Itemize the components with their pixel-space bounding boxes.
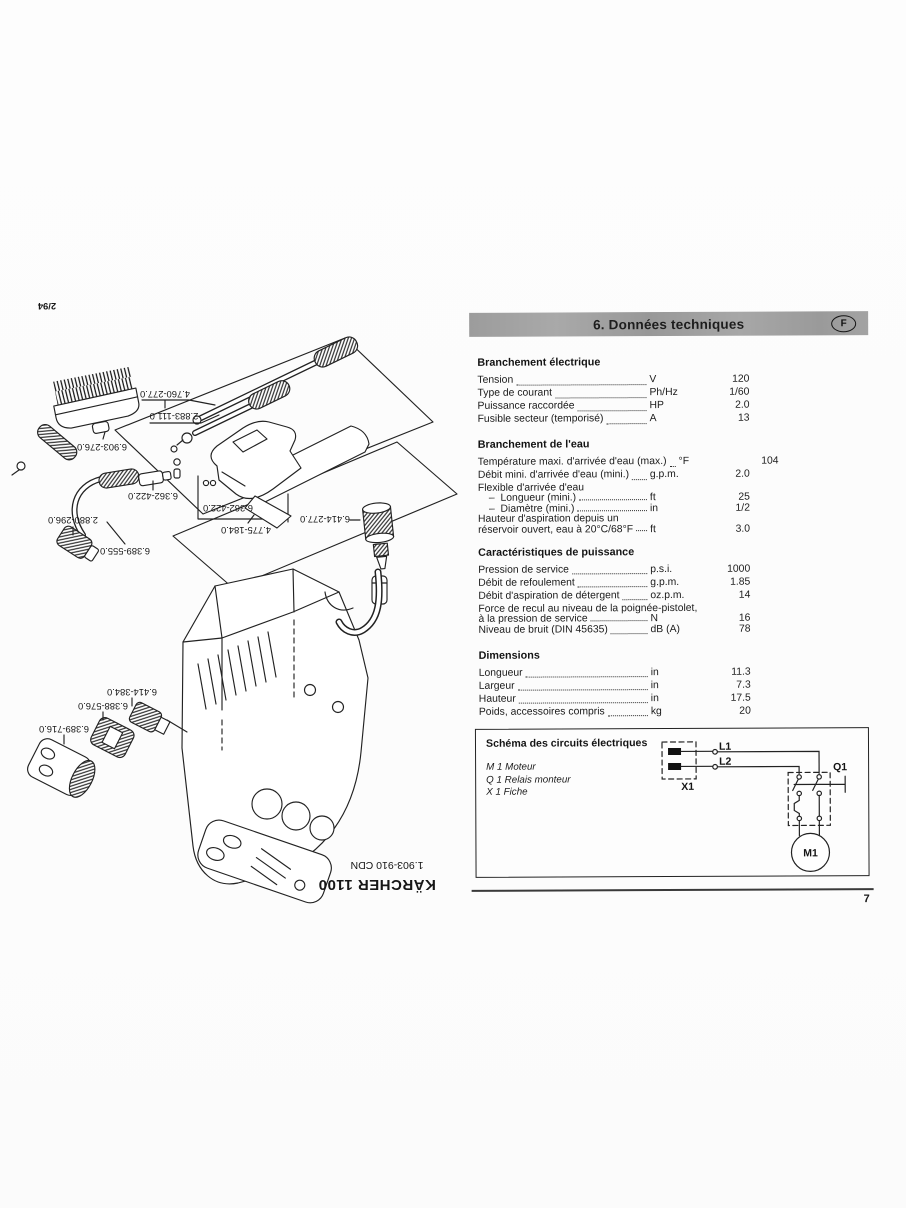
part-label-gun: 4.775-184.0 [220,525,272,536]
spec-row [477,400,749,414]
model-code-label: 1.903-910 CDN [350,859,424,871]
spec-value: 78 [738,623,751,635]
part-label-outlet-elbow: 6.414-277.0 [299,514,351,525]
spec-row [478,523,750,535]
language-badge-letter: F [840,318,847,330]
part-label-nozzle: 2.883-111.0 [149,411,199,422]
spec-label: Force de recul au niveau de la poignée-pistolet, [478,602,698,615]
spec-value: 1/2 [735,502,750,514]
spec-label: – Diamètre (mini.) [488,503,575,515]
spec-label: Tension [477,374,514,386]
dotted-leader [578,410,647,411]
spec-row [477,455,779,470]
part-label-inlet-filter: 6.389-716.0 [38,724,90,735]
circuit-schematic [476,728,867,876]
spec-value: 11.3 [731,666,751,678]
part-label-brush: 6.903-276.0 [76,442,128,453]
dotted-leader [608,715,648,716]
spec-section-title: Branchement électrique [477,356,601,369]
spec-value: 1000 [727,563,751,575]
spec-row [478,564,750,578]
spec-label: réservoir ouvert, eau à 20°C/68°F [478,523,634,536]
schematic-m1-label: M1 [803,847,818,860]
part-label-lance: 4.760-277.0 [139,389,191,400]
spec-unit: Ph/Hz [649,386,678,399]
spec-value: 25 [738,492,750,504]
spec-value: 3.0 [735,523,751,535]
spec-label: Hauteur d'aspiration depuis un [477,513,619,526]
spec-label: Flexible d'arrivée d'eau [477,482,585,494]
spec-unit: °F [678,455,690,467]
technical-data-page [469,311,873,906]
parts-diagram [5,280,465,930]
dotted-leader [670,465,676,466]
spec-row [478,623,750,637]
part-label-inlet-coupling: 6.388-576.0 [77,701,129,712]
inlet-couplings [25,698,188,802]
spec-value: 104 [761,455,779,467]
spec-unit: g.p.m. [649,468,679,481]
outlet-elbow [350,502,397,604]
legend-motor: M 1 Moteur [486,761,536,773]
spec-unit: g.p.m. [650,576,680,589]
spec-row [478,502,750,514]
spec-unit: kg [650,705,662,717]
spec-unit: A [649,413,657,425]
footer-rule [472,888,874,891]
page-number: 7 [863,893,870,906]
spec-value: 7.3 [736,679,751,691]
spec-unit: N [650,613,658,625]
spec-value: 2.0 [735,468,750,480]
circuit-diagram-box [475,727,870,878]
spec-value: 120 [732,373,750,385]
dotted-leader [516,384,646,386]
spec-section-title: Caractéristiques de puissance [478,546,635,559]
wash-brush [12,366,143,475]
schematic-l1-label: L1 [718,740,732,753]
dotted-leader [579,499,647,500]
spec-row [477,374,749,388]
spec-unit: in [649,502,659,514]
dotted-leader [519,702,648,704]
schematic-q1-label: Q1 [833,761,848,774]
spec-unit: HP [649,400,664,412]
dotted-leader [636,531,647,532]
spec-section-title: Branchement de l'eau [477,438,590,451]
spec-row [479,666,751,680]
spec-row [478,469,750,483]
spec-value: 17.5 [730,692,751,704]
spec-unit: in [650,666,659,678]
spec-unit: p.s.i. [650,563,673,576]
spec-label: à la pression de service [478,613,588,626]
machine-body [182,569,379,907]
language-badge-icon [831,315,856,332]
spec-section-1 [477,438,779,536]
spec-label: – Longueur (mini.) [488,492,577,505]
spec-label: Poids, accessoires compris [478,706,605,718]
dotted-leader [623,600,648,601]
dotted-leader [632,479,647,480]
dotted-leader [518,689,648,691]
page-title: 6. Données techniques [593,316,745,332]
spec-label: Fusible secteur (temporisé) [477,413,604,425]
spec-row [479,692,751,706]
spec-value: 2.0 [735,399,750,411]
issue-code-label: 2/94 [37,301,57,312]
spec-label: Débit mini. d'arrivée d'eau (mini.) [477,469,630,481]
spec-value: 1/60 [729,386,750,398]
schematic-x1-label: X1 [681,780,695,793]
spec-unit: oz.p.m. [650,589,685,602]
dotted-leader [606,423,646,424]
spec-row [479,679,751,693]
dotted-leader [526,676,648,678]
spec-unit: dB (A) [650,623,680,635]
spec-section-3 [479,648,751,719]
part-label-hose-coupling: 2.880-296.0 [47,515,99,526]
spec-value: 1.85 [730,576,751,588]
spec-value: 16 [738,612,751,625]
spec-label: Hauteur [478,693,516,705]
spec-unit: ft [649,492,656,504]
spec-row [478,590,750,604]
dotted-leader [572,574,647,575]
spec-section-0 [477,356,749,427]
part-label-gun-fitting: 6.362-422.0 [202,503,254,514]
spec-unit: in [650,692,659,704]
circuit-diagram-title: Schéma des circuits électriques [485,737,648,750]
dotted-leader [611,633,648,634]
schematic-l2-label: L2 [719,755,732,768]
spec-label: Longueur [478,667,523,679]
legend-plug: X 1 Fiche [486,786,528,798]
spec-value: 20 [739,705,751,717]
spec-section-2 [478,546,750,638]
spec-value: 14 [738,589,751,601]
tech-sections [477,356,779,720]
legend-relay: Q 1 Relais monteur [486,773,571,786]
spec-label: Débit d'aspiration de détergent [478,590,620,602]
spec-label: Type de courant [477,387,553,399]
spec-label: Largeur [478,680,515,692]
spec-unit: V [649,374,657,386]
model-name-label: KÄRCHER 1100 [318,876,436,893]
spec-section-title: Dimensions [478,649,540,662]
part-label-hose-fitting: 6.362-422.0 [127,491,179,502]
spec-label: Puissance raccordée [477,400,575,412]
spec-row [478,577,750,591]
section-header-band [469,311,868,337]
spec-row [477,387,749,401]
spec-label: Niveau de bruit (DIN 45635) [478,624,608,636]
part-label-hose: 6.389-555.0 [99,546,151,557]
spec-row [478,413,750,427]
dotted-leader [578,587,648,588]
spec-label: Température maxi. d'arrivée d'eau (max.) [477,456,667,468]
dotted-leader [591,620,648,621]
spec-label: Pression de service [478,564,569,576]
dotted-leader [555,397,646,398]
spec-unit: in [650,679,659,691]
dotted-leader [577,510,647,511]
spec-unit: ft [650,523,656,535]
spray-lance [193,334,360,424]
spec-value: 13 [737,412,750,424]
spec-label: Débit de refoulement [478,577,575,589]
part-label-inlet-plug: 6.414-384.0 [106,687,158,698]
spec-row [479,705,751,719]
